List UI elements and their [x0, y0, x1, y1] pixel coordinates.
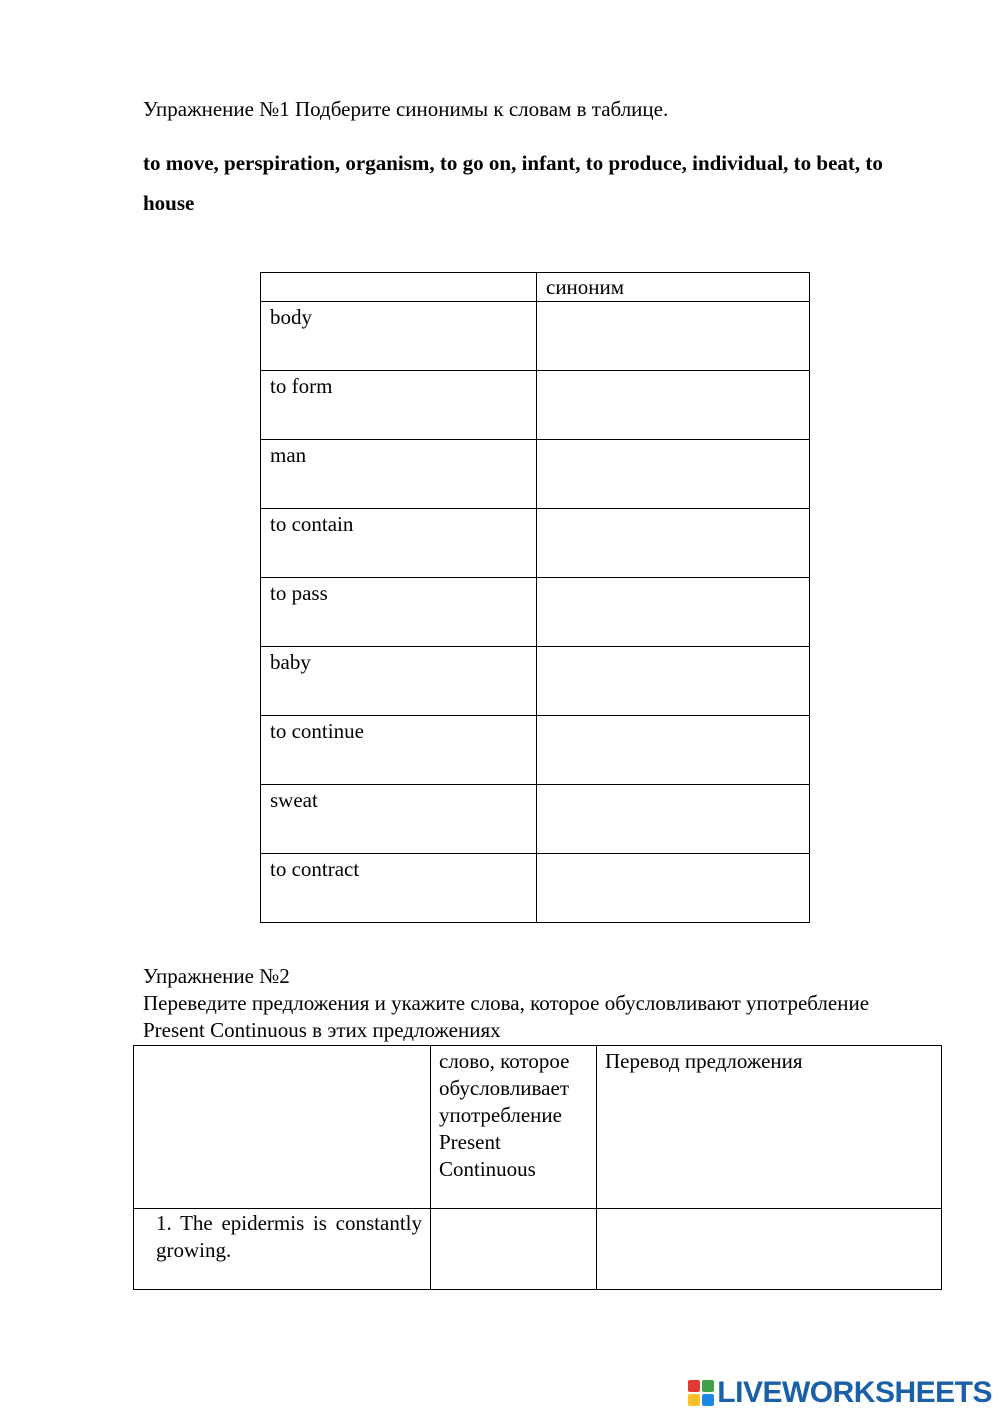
- header-cell-sentence: [134, 1046, 431, 1209]
- header-keyword-text: слово, которое обусловливает употребление Present Continuous: [439, 1049, 570, 1181]
- table-row: [261, 785, 810, 854]
- table-row: [261, 854, 810, 923]
- table-row: [134, 1209, 942, 1290]
- table-row: [261, 647, 810, 716]
- liveworksheets-logo: [688, 1376, 992, 1410]
- synonym-answer-cell[interactable]: [537, 578, 810, 647]
- table-row: [261, 509, 810, 578]
- synonyms-table: [260, 272, 810, 923]
- word-cell: to contain: [261, 509, 537, 578]
- header-cell-translation: [597, 1046, 942, 1209]
- table-row: [261, 716, 810, 785]
- table-row: [261, 578, 810, 647]
- synonym-answer-cell[interactable]: [537, 302, 810, 371]
- sentence-text: 1. The epidermis is constantly growing.: [156, 1211, 422, 1262]
- logo-block: [688, 1380, 700, 1392]
- synonym-answer-cell[interactable]: [537, 509, 810, 578]
- header-translation-text: Перевод предложения: [605, 1049, 803, 1073]
- synonym-answer-cell[interactable]: [537, 854, 810, 923]
- synonym-answer-cell[interactable]: [537, 785, 810, 854]
- logo-block: [688, 1394, 700, 1406]
- translation-table: [133, 1045, 942, 1290]
- sentence-cell: [134, 1209, 431, 1290]
- word-cell: to contract: [261, 854, 537, 923]
- table-row: [261, 302, 810, 371]
- synonym-answer-cell[interactable]: [537, 716, 810, 785]
- exercise1-word-list: to move, perspiration, organism, to go on, infant, to produce, individual, to beat, to house: [143, 151, 883, 215]
- exercise2-title: Упражнение №2: [143, 964, 290, 988]
- keyword-answer-cell[interactable]: [431, 1209, 597, 1290]
- exercise1-title: Упражнение №1 Подберите синонимы к словам в таблице.: [143, 97, 669, 121]
- header-cell-keyword: [431, 1046, 597, 1209]
- word-cell: body: [261, 302, 537, 371]
- translation-answer-text: [597, 1209, 941, 1211]
- word-cell: to continue: [261, 716, 537, 785]
- synonym-answer-cell[interactable]: [537, 647, 810, 716]
- synonyms-table-header: [261, 273, 810, 302]
- header-cell-synonym: синоним: [537, 273, 810, 302]
- table-row: [261, 440, 810, 509]
- logo-blocks-icon: [688, 1380, 714, 1406]
- exercise2-instruction: Переведите предложения и укажите слова, которое обусловливают употребление Present Continuous в этих предложениях: [143, 991, 870, 1042]
- logo-block: [702, 1394, 714, 1406]
- keyword-answer-text: [431, 1209, 596, 1211]
- synonym-answer-cell[interactable]: [537, 440, 810, 509]
- translation-answer-cell[interactable]: [597, 1209, 942, 1290]
- logo-text: LIVEWORKSHEETS: [717, 1376, 992, 1409]
- translation-table-header: [134, 1046, 942, 1209]
- word-cell: sweat: [261, 785, 537, 854]
- header-cell-word: [261, 273, 537, 302]
- table-row: [261, 371, 810, 440]
- word-cell: to pass: [261, 578, 537, 647]
- synonym-answer-cell[interactable]: [537, 371, 810, 440]
- word-cell: baby: [261, 647, 537, 716]
- word-cell: to form: [261, 371, 537, 440]
- word-cell: man: [261, 440, 537, 509]
- logo-block: [702, 1380, 714, 1392]
